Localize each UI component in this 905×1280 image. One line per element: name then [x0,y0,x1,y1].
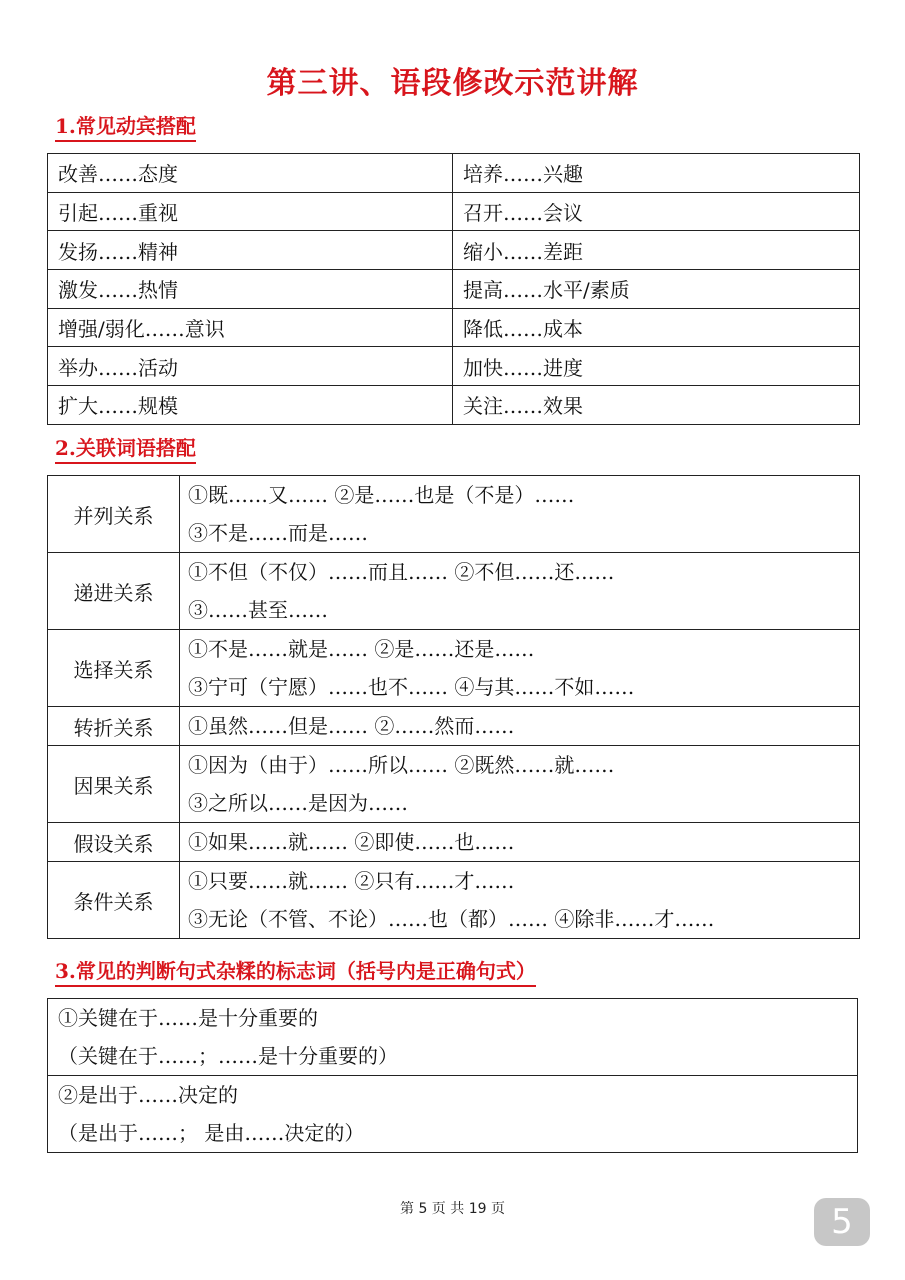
conjunction-line: ③……甚至…… [188,598,328,622]
verb-object-table [47,153,860,425]
relation-type-cell: 选择关系 [48,630,180,707]
section1-heading: 1.常见动宾搭配 [55,113,196,142]
conjunction-line: ①如果……就…… ②即使……也…… [188,830,515,854]
table-row [48,476,860,553]
table-row [48,1076,858,1153]
conjunction-line: ①既……又…… ②是……也是（不是）…… [188,483,575,507]
marker-cell [48,999,858,1076]
judgment-markers-table [47,998,858,1153]
conjunction-pairs-cell [180,862,860,939]
marker-line: （是出于……； 是由……决定的） [58,1121,365,1145]
relation-type-cell: 假设关系 [48,823,180,862]
relation-type-cell: 转折关系 [48,707,180,746]
conjunction-line: ①因为（由于）……所以…… ②既然……就…… [188,753,615,777]
table-row [48,231,860,270]
conjunction-pairs-cell [180,823,860,862]
marker-cell [48,1076,858,1153]
table-row [48,270,860,309]
relation-type-cell: 递进关系 [48,553,180,630]
collocation-cell: 降低……成本 [453,308,860,347]
marker-line: （关键在于……；……是十分重要的） [58,1044,398,1068]
table-row [48,630,860,707]
relation-type-cell: 并列关系 [48,476,180,553]
conjunction-pairs-cell [180,630,860,707]
conjunction-line: ③无论（不管、不论）……也（都）…… ④除非……才…… [188,907,715,931]
conjunction-table [47,475,860,939]
conjunction-line: ③宁可（宁愿）……也不…… ④与其……不如…… [188,675,635,699]
table-row [48,823,860,862]
table-row [48,746,860,823]
collocation-cell: 改善……态度 [48,154,453,193]
table-row [48,862,860,939]
conjunction-line: ①虽然……但是…… ②……然而…… [188,714,515,738]
marker-line: ①关键在于……是十分重要的 [58,1006,318,1030]
table-row [48,192,860,231]
page-title: 第三讲、语段修改示范讲解 [266,66,639,101]
collocation-cell: 增强/弱化……意识 [48,308,453,347]
conjunction-line: ③不是……而是…… [188,521,368,545]
collocation-cell: 举办……活动 [48,347,453,386]
conjunction-pairs-cell [180,746,860,823]
collocation-cell: 发扬……精神 [48,231,453,270]
collocation-cell: 加快……进度 [453,347,860,386]
conjunction-pairs-cell [180,707,860,746]
collocation-cell: 缩小……差距 [453,231,860,270]
table-row [48,347,860,386]
collocation-cell: 扩大……规模 [48,386,453,425]
relation-type-cell: 条件关系 [48,862,180,939]
collocation-cell: 引起……重视 [48,192,453,231]
conjunction-pairs-cell [180,553,860,630]
conjunction-pairs-cell [180,476,860,553]
relation-type-cell: 因果关系 [48,746,180,823]
collocation-cell: 培养……兴趣 [453,154,860,193]
collocation-cell: 召开……会议 [453,192,860,231]
conjunction-line: ①不是……就是…… ②是……还是…… [188,637,535,661]
conjunction-line: ③之所以……是因为…… [188,791,408,815]
collocation-cell: 激发……热情 [48,270,453,309]
conjunction-line: ①只要……就…… ②只有……才…… [188,869,515,893]
section2-heading: 2.关联词语搭配 [55,435,196,464]
table-row [48,154,860,193]
section3-heading: 3.常见的判断句式杂糅的标志词（括号内是正确句式） [55,958,536,987]
collocation-cell: 提高……水平/素质 [453,270,860,309]
marker-line: ②是出于……决定的 [58,1083,238,1107]
table-row [48,999,858,1076]
table-row [48,553,860,630]
table-row [48,707,860,746]
collocation-cell: 关注……效果 [453,386,860,425]
page-footer: 第 5 页 共 19 页 [400,1201,505,1217]
table-row [48,386,860,425]
conjunction-line: ①不但（不仅）……而且…… ②不但……还…… [188,560,615,584]
table-row [48,308,860,347]
page-number-badge: 5 [814,1198,870,1246]
